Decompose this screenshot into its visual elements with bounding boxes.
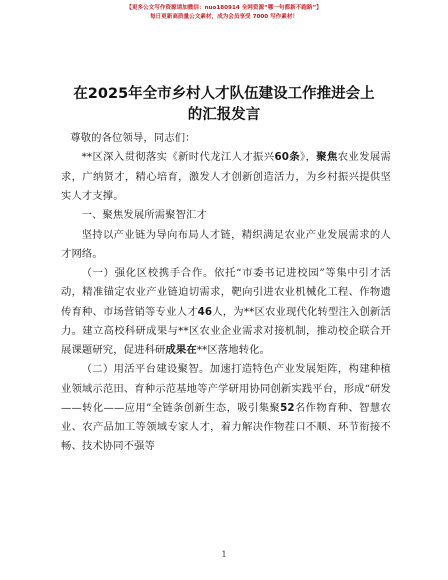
item-1-highlight-number: 46 bbox=[197, 305, 213, 318]
promo-banner-line-1: 【更多公文写作资源请加微信：nuo180914 全网资源“哪一句都新不跑路”】 bbox=[126, 5, 322, 11]
document-title bbox=[40, 84, 408, 126]
intro-text-2: 》， bbox=[300, 151, 317, 164]
section-heading-1: 一、聚焦发展所需聚智汇才 bbox=[81, 209, 207, 222]
document-title-line-1: 在2025年全市乡村人才队伍建设工作推进会上 bbox=[73, 86, 375, 102]
intro-text-1: **区深入贯彻落实《新时代龙江人才振兴 bbox=[81, 151, 275, 164]
item-1-paragraph bbox=[61, 264, 391, 360]
intro-text-3: 农业发展需求，广纳贤才，精心培育，激发人才创新创造活力，为乡村振兴提供坚实人才支撑。 bbox=[61, 151, 391, 202]
intro-paragraph bbox=[61, 148, 391, 206]
item-1-text-3: **区落地转化。 bbox=[196, 343, 271, 356]
promo-banner-line-2: 每日更新高质量公文素材，成为会员享受 7000 写作素材！ bbox=[149, 14, 299, 20]
item-2-text-2: 名作物育种、智慧农业、农产品加工等领域专家人才，着力解决作物茬口不顺、环节衔接不畅、技术协同不强等 bbox=[61, 401, 391, 453]
salutation: 尊敬的各位领导，同志们： bbox=[70, 132, 196, 144]
item-2-highlight-number: 52 bbox=[280, 401, 295, 414]
page-number: 1 bbox=[221, 550, 227, 559]
intro-highlight-count: 60条 bbox=[274, 151, 301, 164]
intro-highlight-focus: 聚焦 bbox=[316, 151, 338, 164]
document-body bbox=[61, 129, 391, 456]
item-1-highlight-result: 成果在 bbox=[165, 343, 197, 356]
item-2-paragraph bbox=[61, 360, 391, 456]
promo-banner bbox=[0, 4, 448, 22]
item-1-text-1: （一）强化区校携手合作。依托“市委书记进校园”等集中引才活动，精准锚定农业产业链迫切需求，靶向引进农业机械化工程、作物遗传育种、市场营销等专业人才 bbox=[61, 267, 391, 318]
item-2-text-1: （二）用活平台建设聚智。加速打造特色产业发展矩阵，构建种植业领域示范田、育种示范基地等产学研用协同创新实践平台，形成“研发——转化——应用”全链条创新生态，吸引集聚 bbox=[61, 363, 391, 414]
item-1-text-2: 人，为**区农业现代化转型注入创新活力。建立高校科研成果与**区农业企业需求对接机制，推动校企联合开展课题研究，促进科研 bbox=[61, 305, 391, 356]
section-1-summary: 坚持以产业链为导向布局人才链，精织满足农业产业发展需求的人才网络。 bbox=[61, 228, 391, 260]
document-title-line-2: 的汇报发言 bbox=[187, 107, 261, 123]
